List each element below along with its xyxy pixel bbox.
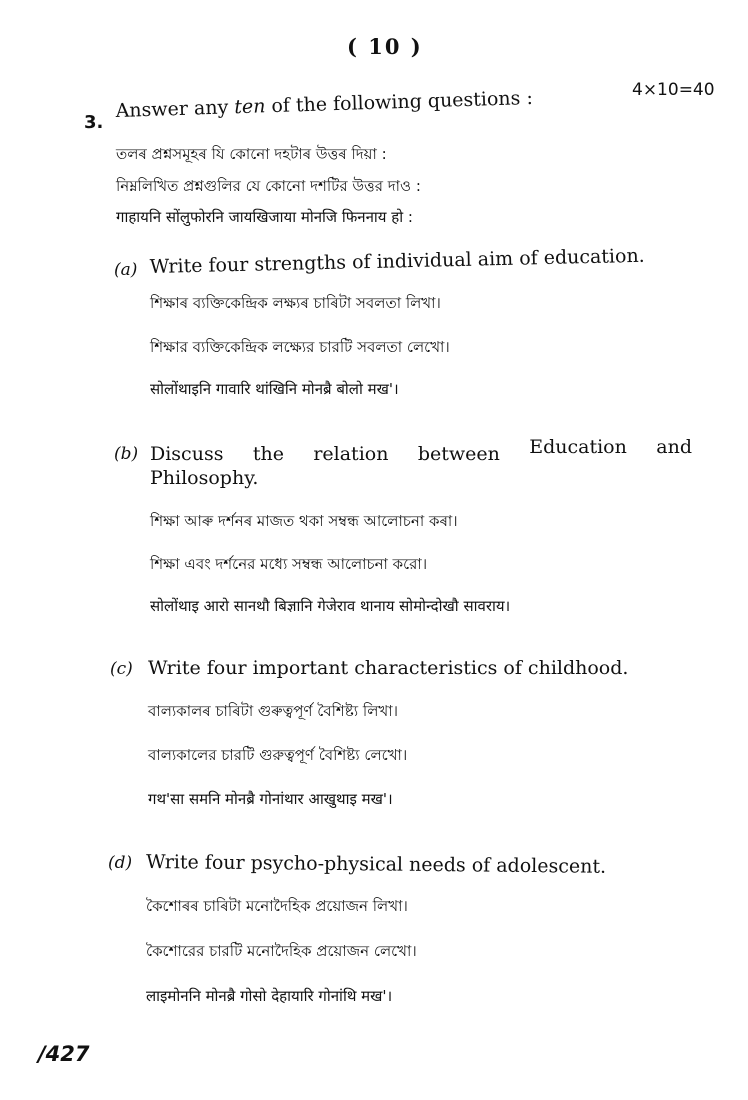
part-b-translation-bengali: শিক্ষা এবং দর্শনের মধ্যে সম্বন্ধ আলোচনা করো।: [150, 555, 428, 573]
part-c-translation-bodo: गथ'सा समनि मोनब्रै गोनांथार आखुथाइ मख'।: [148, 790, 393, 808]
part-b-word: the: [252, 443, 284, 465]
question-text-em: ten: [233, 95, 266, 119]
instruction-assamese: তলৰ প্ৰশ্নসমূহৰ যি কোনো দহটাৰ উত্তৰ দিয়া :: [116, 145, 387, 163]
question-text-before: Answer any: [115, 96, 235, 122]
part-d-label: (d): [108, 853, 133, 873]
question-number: 3.: [84, 112, 104, 133]
part-a-question: Write four strengths of individual aim of education.: [149, 244, 645, 278]
part-b-word: relation: [313, 443, 389, 465]
part-b-word: between: [417, 443, 500, 465]
marks-allocation: 4×10=40: [632, 80, 715, 100]
page-number: ( 10 ): [347, 34, 423, 59]
part-d-question: Write four psycho-physical needs of adolescent.: [146, 851, 607, 878]
part-c-label: (c): [110, 659, 133, 679]
part-a-translation-assamese: শিক্ষাৰ ব্যক্তিকেন্দ্ৰিক লক্ষ্যৰ চাৰিটা সবলতা লিখা।: [150, 294, 441, 312]
part-d-translation-bodo: लाइमोननि मोनब्रै गोसो देहायारि गोनांथि मख'।: [146, 987, 393, 1005]
part-b-word: and: [656, 436, 692, 458]
question-text: [115, 87, 533, 122]
question-text-after: of the following questions :: [265, 86, 534, 118]
part-c-question: Write four important characteristics of childhood.: [148, 657, 629, 679]
part-a-label: (a): [114, 260, 138, 280]
part-c-translation-assamese: বাল্যকালৰ চাৰিটা গুৰুত্বপূৰ্ণ বৈশিষ্ট্য লিখা।: [148, 702, 398, 720]
paper-code: /427: [38, 1042, 90, 1066]
part-a-translation-bodo: सोलोंथाइनि गावारि थांखिनि मोनब्रै बोलो मख'।: [150, 380, 399, 398]
instruction-bodo: गाहायनि सोंलुफोरनि जायखिजाया मोनजि फिननाय हो :: [116, 208, 413, 226]
part-b-word: Discuss: [150, 443, 224, 465]
part-a-translation-bengali: শিক্ষার ব্যক্তিকেন্দ্রিক লক্ষ্যের চারটি সবলতা লেখো।: [150, 338, 450, 356]
part-b-question-line1: [150, 436, 692, 465]
part-c-translation-bengali: বাল্যকালের চারটি গুরুত্বপূর্ণ বৈশিষ্ট্য লেখো।: [148, 746, 408, 764]
instruction-bengali: নিম্নলিখিত প্রশ্নগুলির যে কোনো দশটির উত্তর দাও :: [116, 177, 421, 195]
part-d-translation-bengali: কৈশোরের চারটি মনোদৈহিক প্রয়োজন লেখো।: [146, 942, 417, 960]
part-b-translation-assamese: শিক্ষা আৰু দৰ্শনৰ মাজত থকা সম্বন্ধ আলোচনা কৰা।: [150, 512, 458, 530]
part-b-translation-bodo: सोलोंथाइ आरो सानथौ बिज्ञानि गेजेराव थानाय सोमोन्दोखौ सावराय।: [150, 597, 511, 615]
part-b-word: Education: [529, 436, 627, 458]
part-b-question-line2: Philosophy.: [150, 467, 259, 489]
part-b-label: (b): [114, 444, 139, 464]
part-d-translation-assamese: কৈশোৰৰ চাৰিটা মনোদৈহিক প্ৰয়োজন লিখা।: [146, 897, 408, 915]
